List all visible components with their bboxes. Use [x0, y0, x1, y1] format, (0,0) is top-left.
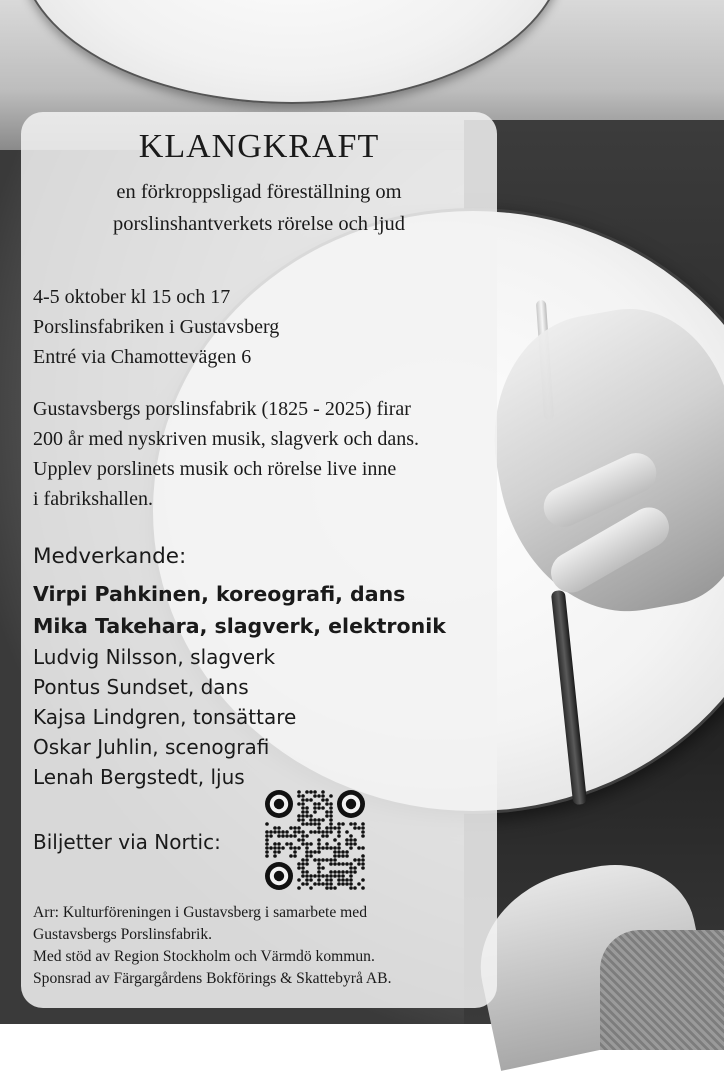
qr-dot — [333, 870, 337, 874]
qr-dot — [353, 858, 357, 862]
credit-line: Gustavsbergs Porslinsfabrik. — [33, 926, 213, 943]
qr-dot — [361, 862, 365, 866]
qr-dot — [301, 830, 305, 834]
qr-dot — [361, 878, 365, 882]
qr-dot — [309, 818, 313, 822]
qr-dot — [317, 882, 321, 886]
qr-dot — [317, 806, 321, 810]
qr-dot — [265, 834, 269, 838]
qr-dot — [345, 830, 349, 834]
qr-dot — [313, 802, 317, 806]
qr-dot — [321, 806, 325, 810]
qr-dot — [317, 794, 321, 798]
qr-dot — [349, 842, 353, 846]
qr-dot — [321, 858, 325, 862]
qr-dot — [293, 846, 297, 850]
qr-dot — [349, 878, 353, 882]
featured-participant: Virpi Pahkinen, koreografi, dans — [33, 582, 406, 606]
qr-dot — [361, 854, 365, 858]
qr-dot — [329, 846, 333, 850]
qr-dot — [361, 826, 365, 830]
qr-dot — [277, 834, 281, 838]
qr-dot — [333, 846, 337, 850]
qr-dot — [345, 882, 349, 886]
qr-dot — [333, 826, 337, 830]
qr-dot — [329, 794, 333, 798]
qr-dot — [297, 838, 301, 842]
qr-dot — [297, 866, 301, 870]
qr-dot — [329, 862, 333, 866]
qr-dot — [305, 798, 309, 802]
credit-line: Arr: Kulturföreningen i Gustavsberg i samarbete med — [33, 904, 368, 921]
qr-dot — [353, 826, 357, 830]
qr-dot — [329, 858, 333, 862]
qr-dot — [265, 850, 269, 854]
qr-dot — [329, 870, 333, 874]
qr-dot — [361, 822, 365, 826]
qr-dot — [297, 802, 301, 806]
qr-dot — [301, 794, 305, 798]
qr-dot — [325, 826, 329, 830]
qr-dot — [313, 858, 317, 862]
qr-dot — [349, 822, 353, 826]
qr-dot — [329, 826, 333, 830]
qr-dot — [329, 822, 333, 826]
qr-dot — [317, 802, 321, 806]
qr-dot — [317, 850, 321, 854]
description-line: i fabrikshallen. — [33, 488, 153, 510]
poster-title: KLANGKRAFT — [138, 128, 380, 165]
qr-dot — [309, 830, 313, 834]
qr-dot — [337, 870, 341, 874]
qr-dot — [309, 850, 313, 854]
qr-dot — [325, 882, 329, 886]
qr-dot — [305, 846, 309, 850]
qr-dot — [321, 874, 325, 878]
qr-dot — [349, 870, 353, 874]
qr-dot — [277, 830, 281, 834]
qr-dot — [321, 794, 325, 798]
qr-dot — [305, 878, 309, 882]
qr-dot — [345, 854, 349, 858]
qr-dot — [325, 834, 329, 838]
qr-dot — [317, 842, 321, 846]
qr-dot — [305, 806, 309, 810]
qr-dot — [337, 878, 341, 882]
participant: Lenah Bergstedt, ljus — [33, 765, 245, 789]
qr-dot — [313, 830, 317, 834]
qr-dot — [301, 870, 305, 874]
qr-dot — [361, 846, 365, 850]
qr-dot — [301, 806, 305, 810]
qr-dot — [297, 878, 301, 882]
qr-dot — [329, 814, 333, 818]
qr-dot — [337, 830, 341, 834]
qr-dot — [265, 842, 269, 846]
qr-dot — [361, 858, 365, 862]
qr-dot — [265, 822, 269, 826]
qr-dot — [353, 838, 357, 842]
qr-dot — [341, 862, 345, 866]
qr-dot — [301, 814, 305, 818]
qr-dot — [301, 822, 305, 826]
qr-dot — [353, 842, 357, 846]
qr-dot — [329, 806, 333, 810]
qr-dot — [285, 834, 289, 838]
qr-dot — [321, 798, 325, 802]
description-line: Upplev porslinets musik och rörelse live inne — [33, 458, 397, 480]
qr-dot — [305, 850, 309, 854]
qr-dot — [333, 858, 337, 862]
qr-dot — [325, 830, 329, 834]
qr-dot — [349, 886, 353, 890]
qr-dot — [301, 834, 305, 838]
qr-dot — [305, 822, 309, 826]
qr-dot — [321, 790, 325, 794]
qr-dot — [277, 846, 281, 850]
qr-dot — [329, 882, 333, 886]
qr-dot — [301, 818, 305, 822]
qr-dot — [329, 802, 333, 806]
qr-dot — [309, 878, 313, 882]
qr-dot — [329, 874, 333, 878]
description-line: Gustavsbergs porslinsfabrik (1825 - 2025) firar — [33, 398, 411, 420]
qr-dot — [301, 802, 305, 806]
participant: Kajsa Lindgren, tonsättare — [33, 705, 297, 729]
qr-dot — [317, 874, 321, 878]
qr-dot — [337, 874, 341, 878]
qr-dot — [345, 842, 349, 846]
qr-dot — [337, 842, 341, 846]
qr-dot — [325, 878, 329, 882]
qr-dot — [333, 886, 337, 890]
qr-dot — [317, 846, 321, 850]
qr-dot — [269, 834, 273, 838]
qr-dot — [305, 854, 309, 858]
participants-label: Medverkande: — [33, 544, 187, 569]
qr-dot — [305, 874, 309, 878]
qr-dot — [301, 866, 305, 870]
qr-dot — [277, 850, 281, 854]
event-date: 4-5 oktober kl 15 och 17 — [33, 286, 231, 308]
qr-dot — [301, 858, 305, 862]
participant: Pontus Sundset, dans — [33, 675, 249, 699]
qr-dot — [325, 858, 329, 862]
qr-dot — [325, 886, 329, 890]
qr-dot — [321, 866, 325, 870]
qr-dot — [313, 882, 317, 886]
qr-dot — [341, 874, 345, 878]
qr-dot — [337, 822, 341, 826]
qr-dot — [297, 790, 301, 794]
participant: Ludvig Nilsson, slagverk — [33, 645, 276, 669]
qr-dot — [301, 810, 305, 814]
qr-dot — [297, 886, 301, 890]
qr-dot — [317, 858, 321, 862]
qr-dot — [313, 810, 317, 814]
qr-dot — [349, 838, 353, 842]
qr-dot — [349, 874, 353, 878]
qr-dot — [309, 854, 313, 858]
qr-dot — [349, 866, 353, 870]
qr-dot — [317, 862, 321, 866]
qr-dot — [341, 882, 345, 886]
qr-dot — [265, 830, 269, 834]
participants-list — [33, 540, 493, 792]
qr-dot — [341, 870, 345, 874]
qr-dot — [297, 794, 301, 798]
qr-dot — [357, 862, 361, 866]
featured-participant: Mika Takehara, slagverk, elektronik — [33, 614, 446, 638]
qr-dot — [325, 846, 329, 850]
qr-dot — [289, 842, 293, 846]
event-entrance: Entré via Chamottevägen 6 — [33, 346, 252, 368]
event-info — [33, 282, 493, 372]
qr-dot — [353, 886, 357, 890]
qr-dot — [321, 818, 325, 822]
qr-code-icon[interactable] — [265, 790, 365, 890]
qr-dot — [349, 846, 353, 850]
credits — [33, 902, 493, 990]
qr-dot — [317, 822, 321, 826]
qr-dot — [333, 838, 337, 842]
qr-dot — [309, 798, 313, 802]
qr-dot — [273, 826, 277, 830]
qr-dot — [333, 874, 337, 878]
qr-dot — [269, 830, 273, 834]
qr-dot — [301, 842, 305, 846]
qr-dot — [281, 834, 285, 838]
subtitle — [21, 176, 497, 240]
qr-dot — [301, 874, 305, 878]
qr-dot — [329, 878, 333, 882]
qr-dot — [305, 842, 309, 846]
qr-dot — [353, 866, 357, 870]
qr-dot — [285, 830, 289, 834]
qr-dot — [281, 830, 285, 834]
qr-dot — [305, 834, 309, 838]
qr-dot — [333, 850, 337, 854]
qr-dot — [325, 802, 329, 806]
credit-line: Sponsrad av Färgargårdens Bokförings & Skattebyrå AB. — [33, 970, 392, 987]
subtitle-line: porslinshantverkets rörelse och ljud — [112, 213, 406, 235]
qr-dot — [301, 838, 305, 842]
qr-dot — [325, 814, 329, 818]
qr-dot — [317, 870, 321, 874]
qr-dot — [273, 850, 277, 854]
qr-dot — [313, 818, 317, 822]
qr-dot — [329, 886, 333, 890]
qr-dot — [293, 850, 297, 854]
qr-dot — [345, 850, 349, 854]
qr-dot — [305, 858, 309, 862]
qr-dot — [297, 846, 301, 850]
qr-dot — [313, 790, 317, 794]
qr-dot — [301, 882, 305, 886]
qr-dot — [353, 822, 357, 826]
qr-dot — [329, 818, 333, 822]
qr-dot — [353, 870, 357, 874]
qr-dot — [277, 842, 281, 846]
description-line: 200 år med nyskriven musik, slagverk och dans. — [33, 428, 420, 450]
qr-dot — [309, 874, 313, 878]
qr-dot — [317, 866, 321, 870]
qr-dot — [285, 842, 289, 846]
qr-dot — [293, 826, 297, 830]
qr-dot — [357, 846, 361, 850]
qr-dot — [309, 814, 313, 818]
qr-dot — [305, 814, 309, 818]
qr-dot — [361, 830, 365, 834]
qr-dot — [337, 850, 341, 854]
description — [33, 394, 493, 514]
qr-dot — [281, 846, 285, 850]
qr-dot — [273, 842, 277, 846]
qr-dot — [313, 806, 317, 810]
qr-dot — [297, 818, 301, 822]
qr-dot — [349, 862, 353, 866]
qr-dot — [309, 790, 313, 794]
qr-dot — [341, 850, 345, 854]
qr-dot — [317, 818, 321, 822]
qr-dot — [309, 822, 313, 826]
qr-dot — [273, 830, 277, 834]
qr-dot — [313, 850, 317, 854]
qr-dot — [305, 870, 309, 874]
qr-dot — [289, 854, 293, 858]
qr-dot — [309, 842, 313, 846]
qr-dot — [301, 798, 305, 802]
qr-dot — [297, 814, 301, 818]
qr-dot — [297, 862, 301, 866]
qr-dot — [277, 826, 281, 830]
qr-dot — [345, 870, 349, 874]
event-venue: Porslinsfabriken i Gustavsberg — [33, 316, 280, 338]
qr-dot — [269, 846, 273, 850]
knit-sleeve — [600, 930, 724, 1050]
qr-dot — [289, 826, 293, 830]
qr-dot — [317, 878, 321, 882]
qr-dot — [337, 882, 341, 886]
qr-dot — [361, 886, 365, 890]
qr-dot — [345, 878, 349, 882]
qr-dot — [337, 854, 341, 858]
qr-dot — [289, 846, 293, 850]
qr-dot — [273, 846, 277, 850]
subtitle-line: en förkroppsligad föreställning om — [116, 181, 402, 203]
qr-dot — [349, 882, 353, 886]
qr-dot — [329, 810, 333, 814]
qr-dot — [305, 882, 309, 886]
qr-dot — [337, 834, 341, 838]
qr-dot — [305, 862, 309, 866]
qr-dot — [341, 878, 345, 882]
qr-dot — [293, 854, 297, 858]
qr-dot — [313, 822, 317, 826]
info-card — [21, 112, 497, 1008]
qr-dot — [265, 838, 269, 842]
qr-dot — [333, 862, 337, 866]
qr-dot — [297, 830, 301, 834]
qr-dot — [321, 834, 325, 838]
qr-dot — [333, 854, 337, 858]
qr-dot — [317, 838, 321, 842]
qr-dot — [265, 854, 269, 858]
qr-dot — [301, 862, 305, 866]
qr-dot — [313, 874, 317, 878]
qr-dot — [345, 838, 349, 842]
qr-dot — [345, 862, 349, 866]
qr-dot — [321, 830, 325, 834]
qr-dot — [337, 846, 341, 850]
qr-dot — [321, 846, 325, 850]
qr-dot — [309, 886, 313, 890]
qr-dot — [337, 826, 341, 830]
qr-dot — [293, 834, 297, 838]
participant: Oskar Juhlin, scenografi — [33, 735, 270, 759]
qr-dot — [361, 834, 365, 838]
qr-dot — [305, 790, 309, 794]
qr-dot — [289, 834, 293, 838]
qr-dot — [317, 826, 321, 830]
qr-dot — [313, 794, 317, 798]
qr-dot — [361, 866, 365, 870]
qr-dot — [321, 882, 325, 886]
qr-dot — [325, 874, 329, 878]
qr-dot — [341, 854, 345, 858]
qr-dot — [293, 830, 297, 834]
qr-dot — [265, 846, 269, 850]
qr-dot — [325, 798, 329, 802]
credit-line: Med stöd av Region Stockholm och Värmdö kommun. — [33, 948, 375, 965]
qr-dot — [305, 810, 309, 814]
tickets-label: Biljetter via Nortic: — [33, 830, 221, 854]
qr-dot — [357, 858, 361, 862]
qr-dot — [357, 826, 361, 830]
qr-dot — [349, 834, 353, 838]
qr-dot — [337, 862, 341, 866]
qr-dot — [325, 842, 329, 846]
qr-dot — [273, 854, 277, 858]
qr-dot — [325, 810, 329, 814]
qr-dot — [341, 822, 345, 826]
qr-dot — [357, 882, 361, 886]
qr-dot — [329, 830, 333, 834]
qr-dot — [297, 826, 301, 830]
qr-dot — [317, 830, 321, 834]
